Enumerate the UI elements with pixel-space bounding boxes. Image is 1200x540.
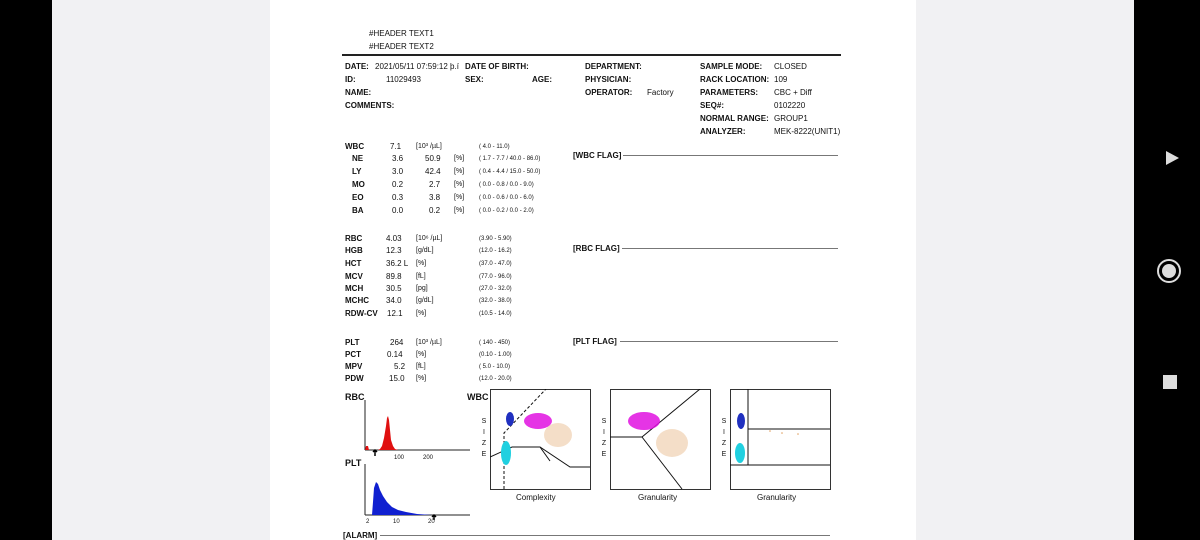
mcv-value: 89.8 — [386, 272, 402, 281]
wbc-flag: [WBC FLAG] — [573, 151, 622, 160]
plt-tick-2: 2 — [366, 519, 370, 525]
circle-icon — [1155, 257, 1183, 285]
rbc-range: (3.90 - 5.90) — [479, 236, 512, 242]
ly-unit: [%] — [454, 168, 465, 175]
mpv-range: ( 5.0 - 10.0) — [479, 364, 511, 370]
mo-unit: [%] — [454, 181, 465, 188]
plt-value: 264 — [390, 338, 404, 347]
size-letter: I — [603, 429, 605, 436]
mpv-value: 5.2 — [394, 362, 406, 371]
parameters-value: CBC + Diff — [774, 88, 812, 97]
analyzer-value: MEK-8222(UNIT1) — [774, 127, 841, 136]
size-letter: E — [721, 451, 727, 458]
hct-unit: [%] — [416, 260, 427, 267]
age-label: AGE: — [532, 75, 552, 84]
wbc-scatter-basophil — [730, 389, 832, 491]
mpv-name: MPV — [345, 362, 363, 371]
mo-value: 0.2 — [392, 180, 404, 189]
plt-name: PLT — [345, 338, 360, 347]
header-line-2: #HEADER TEXT2 — [369, 42, 434, 51]
hct-range: (37.0 - 47.0) — [479, 261, 512, 267]
sample-mode-value: CLOSED — [774, 62, 807, 71]
scatter3-xlabel: Granularity — [757, 493, 797, 502]
ly-percent: 42.4 — [425, 167, 441, 176]
ne-range: ( 1.7 - 7.7 / 40.0 - 86.0) — [479, 156, 541, 162]
mo-name: MO — [352, 180, 365, 189]
scatter1-xlabel: Complexity — [516, 493, 556, 502]
header-rule — [342, 54, 841, 56]
size-letter: Z — [601, 440, 607, 447]
size-letter: I — [723, 429, 725, 436]
alarm-rule — [380, 535, 830, 536]
report-page — [270, 0, 916, 540]
pdw-unit: [%] — [416, 375, 427, 382]
hgb-value: 12.3 — [386, 246, 402, 255]
triangle-icon — [1163, 149, 1181, 167]
rbc-tick-200: 200 — [423, 455, 434, 461]
analyzer-label: ANALYZER: — [700, 127, 746, 136]
dob-label: DATE OF BIRTH: — [465, 62, 529, 71]
scatter1-size-axis — [480, 416, 488, 460]
plt-unit: [10³ /µL] — [416, 339, 442, 346]
name-label: NAME: — [345, 88, 372, 97]
mchc-name: MCHC — [345, 296, 369, 305]
eo-value: 0.3 — [392, 193, 404, 202]
plt-tick-10: 10 — [393, 519, 400, 525]
home-button[interactable] — [1154, 256, 1184, 286]
mo-range: ( 0.0 - 0.8 / 0.0 - 9.0) — [479, 182, 534, 188]
navigation-bar — [1134, 0, 1200, 540]
pct-unit: [%] — [416, 351, 427, 358]
seq-label: SEQ#: — [700, 101, 725, 110]
ba-range: ( 0.0 - 0.2 / 0.0 - 2.0) — [479, 208, 534, 214]
ba-percent: 0.2 — [429, 206, 441, 215]
rbc-name: RBC — [345, 234, 363, 243]
mchc-unit: [g/dL] — [416, 297, 434, 304]
rbc-flag-rule — [622, 248, 838, 249]
rack-label: RACK LOCATION: — [700, 75, 770, 84]
rbc-tick-100: 100 — [394, 455, 405, 461]
sample-mode-label: SAMPLE MODE: — [700, 62, 763, 71]
date-value: 2021/05/11 07:59:12 þ.í — [375, 62, 459, 71]
back-button[interactable] — [1160, 146, 1184, 170]
ne-name: NE — [352, 154, 364, 163]
mpv-unit: [fL] — [416, 363, 426, 370]
pdw-value: 15.0 — [389, 374, 405, 383]
plt-histogram-label: PLT — [345, 458, 362, 468]
mch-name: MCH — [345, 284, 364, 293]
wbc-name: WBC — [345, 142, 365, 151]
viewer-margin-left — [52, 0, 270, 540]
plt-histogram — [362, 462, 472, 524]
mcv-name: MCV — [345, 272, 363, 281]
pct-value: 0.14 — [387, 350, 403, 359]
pct-name: PCT — [345, 350, 361, 359]
sex-label: SEX: — [465, 75, 484, 84]
size-letter: Z — [481, 440, 487, 447]
operator-value: Factory — [647, 88, 674, 97]
mchc-range: (32.0 - 38.0) — [479, 298, 512, 304]
ba-unit: [%] — [454, 207, 465, 214]
rbc-histogram — [362, 398, 472, 460]
size-letter: Z — [721, 440, 727, 447]
alarm-label: [ALARM] — [343, 531, 378, 540]
ly-range: ( 0.4 - 4.4 / 15.0 - 50.0) — [479, 169, 541, 175]
rdw-unit: [%] — [416, 310, 427, 317]
ne-value: 3.6 — [392, 154, 404, 163]
wbc-scatter-granularity — [610, 389, 712, 491]
mo-percent: 2.7 — [429, 180, 441, 189]
size-letter: S — [601, 418, 607, 425]
wbc-range: ( 4.0 - 11.0) — [479, 144, 510, 150]
normal-range-label: NORMAL RANGE: — [700, 114, 769, 123]
eo-name: EO — [352, 193, 364, 202]
ba-name: BA — [352, 206, 364, 215]
hct-name: HCT — [345, 259, 362, 268]
pdw-range: (12.0 - 20.0) — [479, 376, 512, 382]
wbc-value: 7.1 — [390, 142, 402, 151]
square-icon — [1162, 374, 1178, 390]
eo-range: ( 0.0 - 0.6 / 0.0 - 6.0) — [479, 195, 534, 201]
mch-unit: [pg] — [416, 285, 428, 292]
header-line-1: #HEADER TEXT1 — [369, 29, 434, 38]
ba-value: 0.0 — [392, 206, 404, 215]
seq-value: 0102220 — [774, 101, 806, 110]
mcv-range: (77.0 - 96.0) — [479, 274, 512, 280]
pct-range: (0.10 - 1.00) — [479, 352, 512, 358]
rbc-histogram-label: RBC — [345, 392, 365, 402]
hgb-range: (12.0 - 16.2) — [479, 248, 512, 254]
id-value: 11029493 — [386, 75, 421, 84]
eo-percent: 3.8 — [429, 193, 441, 202]
rbc-flag: [RBC FLAG] — [573, 244, 620, 253]
parameters-label: PARAMETERS: — [700, 88, 759, 97]
rack-value: 109 — [774, 75, 788, 84]
size-letter: I — [483, 429, 485, 436]
viewer-margin-right — [916, 0, 1134, 540]
rdw-value: 12.1 — [387, 309, 403, 318]
mch-value: 30.5 — [386, 284, 402, 293]
wbc-scatter-label: WBC — [467, 392, 489, 402]
comments-label: COMMENTS: — [345, 101, 395, 110]
physician-label: PHYSICIAN: — [585, 75, 632, 84]
size-letter: E — [481, 451, 487, 458]
ly-value: 3.0 — [392, 167, 404, 176]
date-label: DATE: — [345, 62, 369, 71]
normal-range-value: GROUP1 — [774, 114, 808, 123]
mcv-unit: [fL] — [416, 273, 426, 280]
size-letter: S — [481, 418, 487, 425]
scatter2-xlabel: Granularity — [638, 493, 678, 502]
id-label: ID: — [345, 75, 356, 84]
ne-percent: 50.9 — [425, 154, 441, 163]
scatter2-size-axis — [600, 416, 608, 460]
ly-name: LY — [352, 167, 362, 176]
rdw-name: RDW-CV — [345, 309, 378, 318]
scatter3-size-axis — [720, 416, 728, 460]
wbc-unit: [10³ /µL] — [416, 143, 442, 150]
mch-range: (27.0 - 32.0) — [479, 286, 512, 292]
department-label: DEPARTMENT: — [585, 62, 642, 71]
rbc-unit: [10⁶ /µL] — [416, 235, 443, 242]
plt-flag: [PLT FLAG] — [573, 337, 617, 346]
rbc-value: 4.03 — [386, 234, 402, 243]
wbc-scatter-complexity — [490, 389, 592, 491]
plt-flag-rule — [620, 341, 838, 342]
plt-range: ( 140 - 450) — [479, 340, 511, 346]
size-letter: S — [721, 418, 727, 425]
recents-button[interactable] — [1158, 370, 1182, 394]
pdw-name: PDW — [345, 374, 364, 383]
left-bezel — [0, 0, 52, 540]
hgb-unit: [g/dL] — [416, 247, 434, 254]
wbc-flag-rule — [623, 155, 838, 156]
hct-value: 36.2 L — [386, 259, 409, 268]
operator-label: OPERATOR: — [585, 88, 633, 97]
mchc-value: 34.0 — [386, 296, 402, 305]
eo-unit: [%] — [454, 194, 465, 201]
plt-tick-20: 20 — [428, 519, 435, 525]
size-letter: E — [601, 451, 607, 458]
hgb-name: HGB — [345, 246, 363, 255]
rdw-range: (10.5 - 14.0) — [479, 311, 512, 317]
ne-unit: [%] — [454, 155, 465, 162]
